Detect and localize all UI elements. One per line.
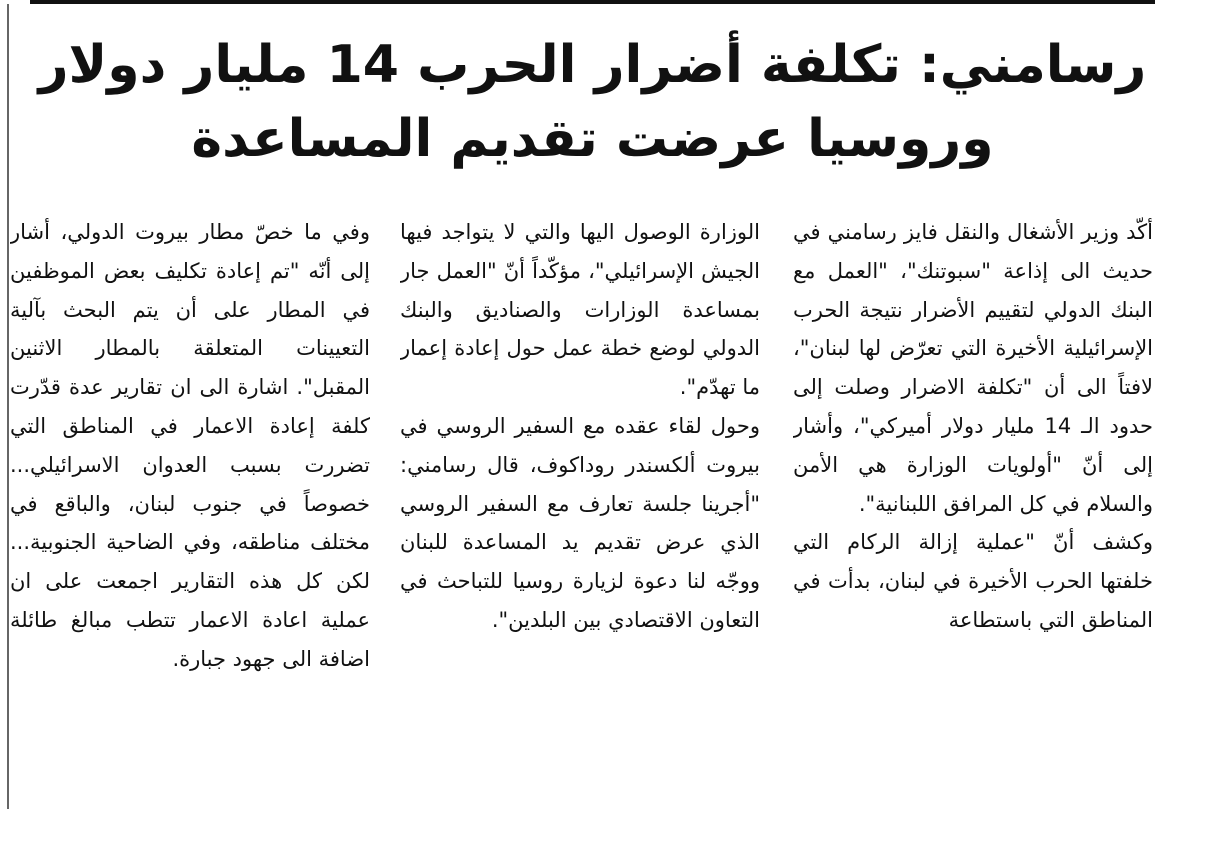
- article-column-3: [10, 213, 370, 823]
- headline-line-1: رسامني: تكلفة أضرار الحرب 14 مليار دولار: [38, 35, 1147, 95]
- article-headline: [30, 28, 1155, 176]
- paragraph: وحول لقاء عقده مع السفير الروسي في بيروت ألكسندر روداكوف، قال رسامني: "أجرينا جلسة تعارف مع السفير الروسي الذي عرض تقديم يد المساعدة للبنان ووجّه لنا دعوة لزيارة روسيا للتباحث في التعاون الاقتصادي بين البلدين".: [400, 413, 760, 632]
- column-divider: [7, 4, 9, 809]
- paragraph: وفي ما خصّ مطار بيروت الدولي، أشار إلى أنّه "تم إعادة تكليف بعض الموظفين في المطار على أن يتم البحث بآلية التعيينات المتعلقة بالمطار الاثنين المقبل". اشارة الى ان تقارير عدة قدّرت كلفة إعادة الاعمار في المناطق التي تضررت بسبب العدوان الاسرائيلي... خصوصاً في جنوب لبنان، والباقع في مختلف مناطقه، وفي الضاحية الجنوبية... لكن كل هذه التقارير اجمعت على ان عملية اعادة الاعمار تتطب مبالغ طائلة اضافة الى جهود جبارة.: [10, 220, 370, 671]
- paragraph: وكشف أنّ "عملية إزالة الركام التي خلفتها الحرب الأخيرة في لبنان، بدأت في المناطق التي باستطاعة: [793, 530, 1153, 632]
- article-column-1: [793, 213, 1153, 823]
- headline-line-2: وروسيا عرضت تقديم المساعدة: [191, 109, 994, 169]
- top-rule: [30, 0, 1155, 4]
- article-column-2: [400, 213, 760, 823]
- paragraph: أكّد وزير الأشغال والنقل فايز رسامني في حديث الى إذاعة "سبوتنك"، "العمل مع البنك الدولي لتقييم الأضرار نتيجة الحرب الإسرائيلية الأخيرة التي تعرّض لها لبنان"، لافتاً الى أن "تكلفة الاضرار وصلت إلى حدود الـ 14 مليار دولار أميركي"، وأشار إلى أنّ "أولويات الوزارة هي الأمن والسلام في كل المرافق اللبنانية".: [793, 220, 1153, 516]
- paragraph: الوزارة الوصول اليها والتي لا يتواجد فيها الجيش الإسرائيلي"، مؤكّداً أنّ "العمل جار بمساعدة الوزارات والصناديق والبنك الدولي لوضع خطة عمل حول إعادة إعمار ما تهدّم".: [400, 220, 760, 400]
